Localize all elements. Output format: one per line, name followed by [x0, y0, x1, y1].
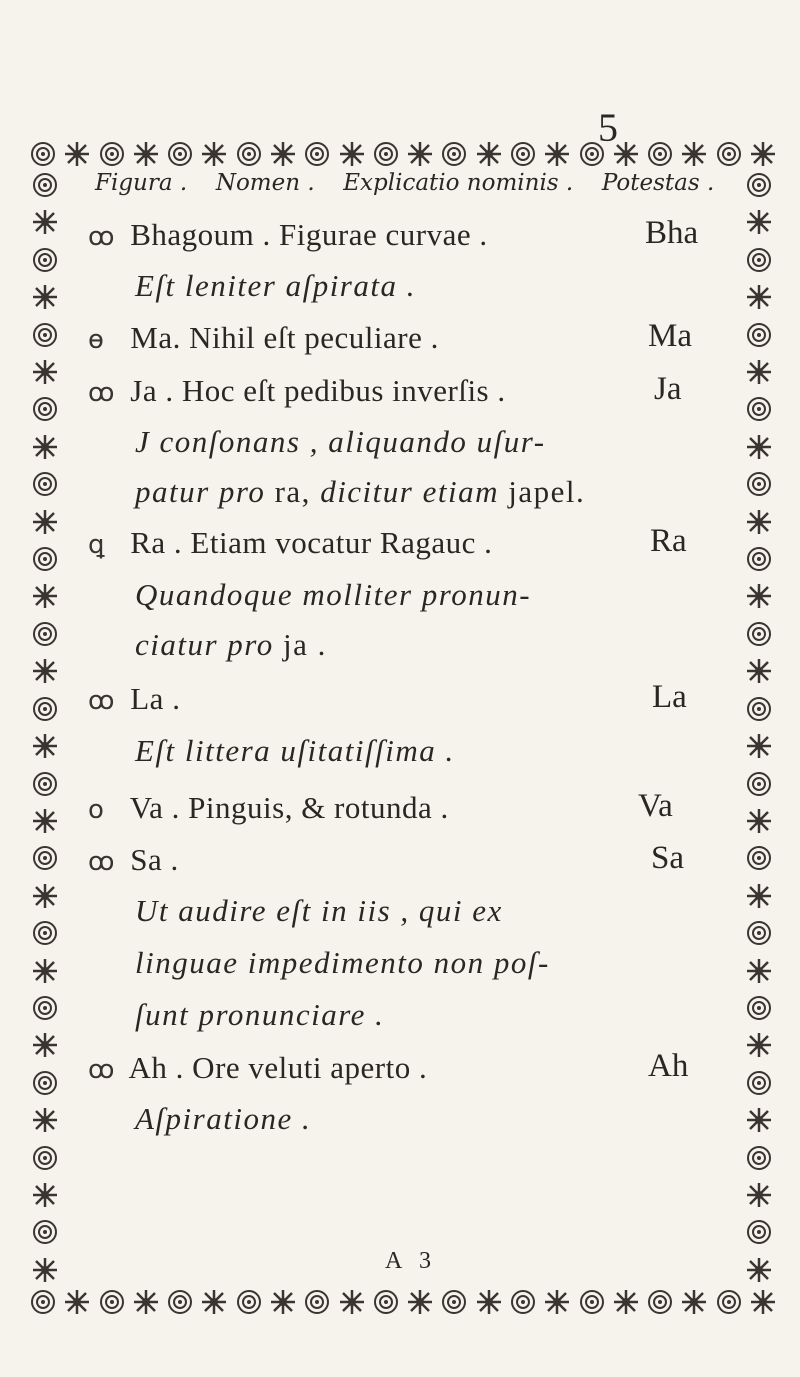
rosette-ornament-icon [30, 993, 60, 1023]
rosette-ornament-icon [744, 170, 774, 200]
rosette-ornament-icon [744, 918, 774, 948]
entry-power: Ja [654, 371, 682, 407]
star-ornament-icon [542, 139, 572, 169]
star-ornament-icon [30, 656, 60, 686]
note-italic: ciatur pro [135, 627, 274, 662]
star-ornament-icon [30, 881, 60, 911]
star-ornament-icon [30, 207, 60, 237]
star-ornament-icon [30, 282, 60, 312]
star-ornament-icon [30, 357, 60, 387]
star-ornament-icon [744, 806, 774, 836]
star-ornament-icon [337, 1287, 367, 1317]
page-number: 5 [598, 105, 618, 150]
rosette-ornament-icon [30, 1217, 60, 1247]
star-ornament-icon [199, 1287, 229, 1317]
entry-note [135, 474, 585, 510]
entry-va [88, 790, 449, 826]
entry-note: ſunt pronunciare . [135, 997, 385, 1032]
entry-text: Ah . Ore veluti aperto . [128, 1050, 428, 1085]
entry-bha [88, 217, 488, 253]
column-headers [95, 170, 735, 196]
star-ornament-icon [744, 656, 774, 686]
signature-mark: A 3 [385, 1248, 438, 1274]
entry-note [135, 627, 327, 663]
rosette-ornament-icon [744, 769, 774, 799]
rosette-ornament-icon [577, 1287, 607, 1317]
star-ornament-icon [199, 139, 229, 169]
letter-glyph-icon: ꝏ [88, 847, 115, 877]
rosette-ornament-icon [744, 694, 774, 724]
rosette-ornament-icon [714, 1287, 744, 1317]
rosette-ornament-icon [744, 544, 774, 574]
entry-note: J conſonans , aliquando uſur- [135, 424, 546, 459]
rosette-ornament-icon [744, 394, 774, 424]
entry-ra [88, 525, 492, 561]
star-ornament-icon [744, 282, 774, 312]
note-italic: patur pro [135, 474, 266, 509]
entry-ma [88, 320, 439, 356]
star-ornament-icon [337, 139, 367, 169]
rosette-ornament-icon [30, 1068, 60, 1098]
entry-text: Bhagoum . Figurae curvae . [130, 217, 488, 252]
star-ornament-icon [611, 139, 641, 169]
header-nomen: Nomen . [215, 170, 315, 196]
entry-power: Ah [648, 1048, 689, 1084]
rosette-ornament-icon [165, 139, 195, 169]
entry-note: Quandoque molliter pronun- [135, 577, 532, 612]
entry-power: Va [638, 788, 673, 824]
letter-glyph-icon: ꝏ [88, 1055, 115, 1085]
star-ornament-icon [611, 1287, 641, 1317]
letter-glyph-icon: ꝏ [88, 378, 115, 408]
rosette-ornament-icon [30, 544, 60, 574]
rosette-ornament-icon [165, 1287, 195, 1317]
rosette-ornament-icon [28, 1287, 58, 1317]
star-ornament-icon [131, 139, 161, 169]
rosette-ornament-icon [744, 320, 774, 350]
rosette-ornament-icon [30, 694, 60, 724]
star-ornament-icon [744, 1180, 774, 1210]
entry-note: Eſt littera uſitatiſſima . [135, 733, 455, 768]
rosette-ornament-icon [577, 139, 607, 169]
header-explicatio: Explicatio nominis . [343, 170, 574, 196]
rosette-ornament-icon [744, 843, 774, 873]
note-italic: dicitur etiam [320, 474, 499, 509]
rosette-ornament-icon [744, 1068, 774, 1098]
note-roman: ja . [273, 627, 327, 662]
star-ornament-icon [405, 139, 435, 169]
ornament-border-top [28, 136, 778, 172]
entry-la [88, 681, 180, 717]
star-ornament-icon [744, 507, 774, 537]
rosette-ornament-icon [744, 1217, 774, 1247]
ornament-border-left [28, 170, 62, 1285]
rosette-ornament-icon [30, 170, 60, 200]
rosette-ornament-icon [371, 1287, 401, 1317]
entry-ja [88, 373, 506, 409]
letter-glyph-icon: o [88, 795, 105, 825]
entry-text: Sa . [130, 842, 179, 877]
star-ornament-icon [744, 1105, 774, 1135]
star-ornament-icon [474, 1287, 504, 1317]
entry-note: Eſt leniter aſpirata . [135, 268, 416, 303]
entry-text: La . [130, 681, 181, 716]
ornament-border-bottom [28, 1284, 778, 1320]
ornament-border-right [742, 170, 776, 1285]
entry-power: Ma [648, 318, 692, 354]
entry-note: Aſpiratione . [135, 1101, 312, 1136]
star-ornament-icon [679, 139, 709, 169]
rosette-ornament-icon [30, 394, 60, 424]
entry-note: linguae impedimento non poſ- [135, 945, 550, 980]
entry-sa [88, 842, 179, 878]
rosette-ornament-icon [30, 1143, 60, 1173]
entry-text: Ma. Nihil eſt peculiare . [130, 320, 439, 355]
note-roman: ra, [265, 474, 321, 509]
star-ornament-icon [268, 139, 298, 169]
entry-power: Sa [651, 840, 684, 876]
rosette-ornament-icon [439, 1287, 469, 1317]
entry-power: Ra [650, 523, 687, 559]
star-ornament-icon [744, 432, 774, 462]
letter-glyph-icon: ꝏ [88, 222, 115, 252]
rosette-ornament-icon [744, 993, 774, 1023]
star-ornament-icon [744, 881, 774, 911]
star-ornament-icon [30, 1105, 60, 1135]
entry-power: Bha [645, 215, 699, 251]
star-ornament-icon [30, 432, 60, 462]
rosette-ornament-icon [744, 1143, 774, 1173]
rosette-ornament-icon [744, 469, 774, 499]
rosette-ornament-icon [744, 619, 774, 649]
star-ornament-icon [474, 139, 504, 169]
rosette-ornament-icon [30, 469, 60, 499]
entry-text: Ja . Hoc eſt pedibus inverſis . [130, 373, 506, 408]
star-ornament-icon [744, 956, 774, 986]
star-ornament-icon [748, 1287, 778, 1317]
star-ornament-icon [744, 207, 774, 237]
rosette-ornament-icon [508, 1287, 538, 1317]
note-roman: japel. [498, 474, 586, 509]
header-potestas: Potestas . [601, 170, 715, 196]
star-ornament-icon [62, 1287, 92, 1317]
star-ornament-icon [30, 1030, 60, 1060]
rosette-ornament-icon [30, 320, 60, 350]
letter-glyph-icon: ꝗ [88, 530, 106, 560]
rosette-ornament-icon [302, 139, 332, 169]
star-ornament-icon [30, 806, 60, 836]
rosette-ornament-icon [439, 139, 469, 169]
entry-text: Va . Pinguis, & rotunda . [129, 790, 449, 825]
star-ornament-icon [744, 731, 774, 761]
star-ornament-icon [679, 1287, 709, 1317]
star-ornament-icon [744, 581, 774, 611]
entry-ah [88, 1050, 427, 1086]
star-ornament-icon [268, 1287, 298, 1317]
header-figura: Figura . [95, 170, 188, 196]
entry-text: Ra . Etiam vocatur Ragauc . [130, 525, 493, 560]
star-ornament-icon [30, 1180, 60, 1210]
star-ornament-icon [30, 956, 60, 986]
rosette-ornament-icon [714, 139, 744, 169]
star-ornament-icon [748, 139, 778, 169]
rosette-ornament-icon [28, 139, 58, 169]
rosette-ornament-icon [645, 139, 675, 169]
rosette-ornament-icon [645, 1287, 675, 1317]
star-ornament-icon [30, 731, 60, 761]
rosette-ornament-icon [744, 245, 774, 275]
entry-power: La [652, 679, 687, 715]
star-ornament-icon [744, 357, 774, 387]
star-ornament-icon [30, 581, 60, 611]
rosette-ornament-icon [30, 245, 60, 275]
star-ornament-icon [744, 1255, 774, 1285]
letter-glyph-icon: ꝏ [88, 686, 115, 716]
rosette-ornament-icon [30, 843, 60, 873]
rosette-ornament-icon [234, 139, 264, 169]
rosette-ornament-icon [371, 139, 401, 169]
rosette-ornament-icon [302, 1287, 332, 1317]
star-ornament-icon [405, 1287, 435, 1317]
rosette-ornament-icon [30, 769, 60, 799]
star-ornament-icon [62, 139, 92, 169]
rosette-ornament-icon [508, 139, 538, 169]
star-ornament-icon [30, 507, 60, 537]
star-ornament-icon [131, 1287, 161, 1317]
star-ornament-icon [542, 1287, 572, 1317]
rosette-ornament-icon [30, 619, 60, 649]
rosette-ornament-icon [30, 918, 60, 948]
star-ornament-icon [744, 1030, 774, 1060]
letter-glyph-icon: ɵ [88, 325, 105, 355]
rosette-ornament-icon [97, 1287, 127, 1317]
rosette-ornament-icon [97, 139, 127, 169]
star-ornament-icon [30, 1255, 60, 1285]
rosette-ornament-icon [234, 1287, 264, 1317]
entry-note: Ut audire eſt in iis , qui ex [135, 893, 503, 928]
